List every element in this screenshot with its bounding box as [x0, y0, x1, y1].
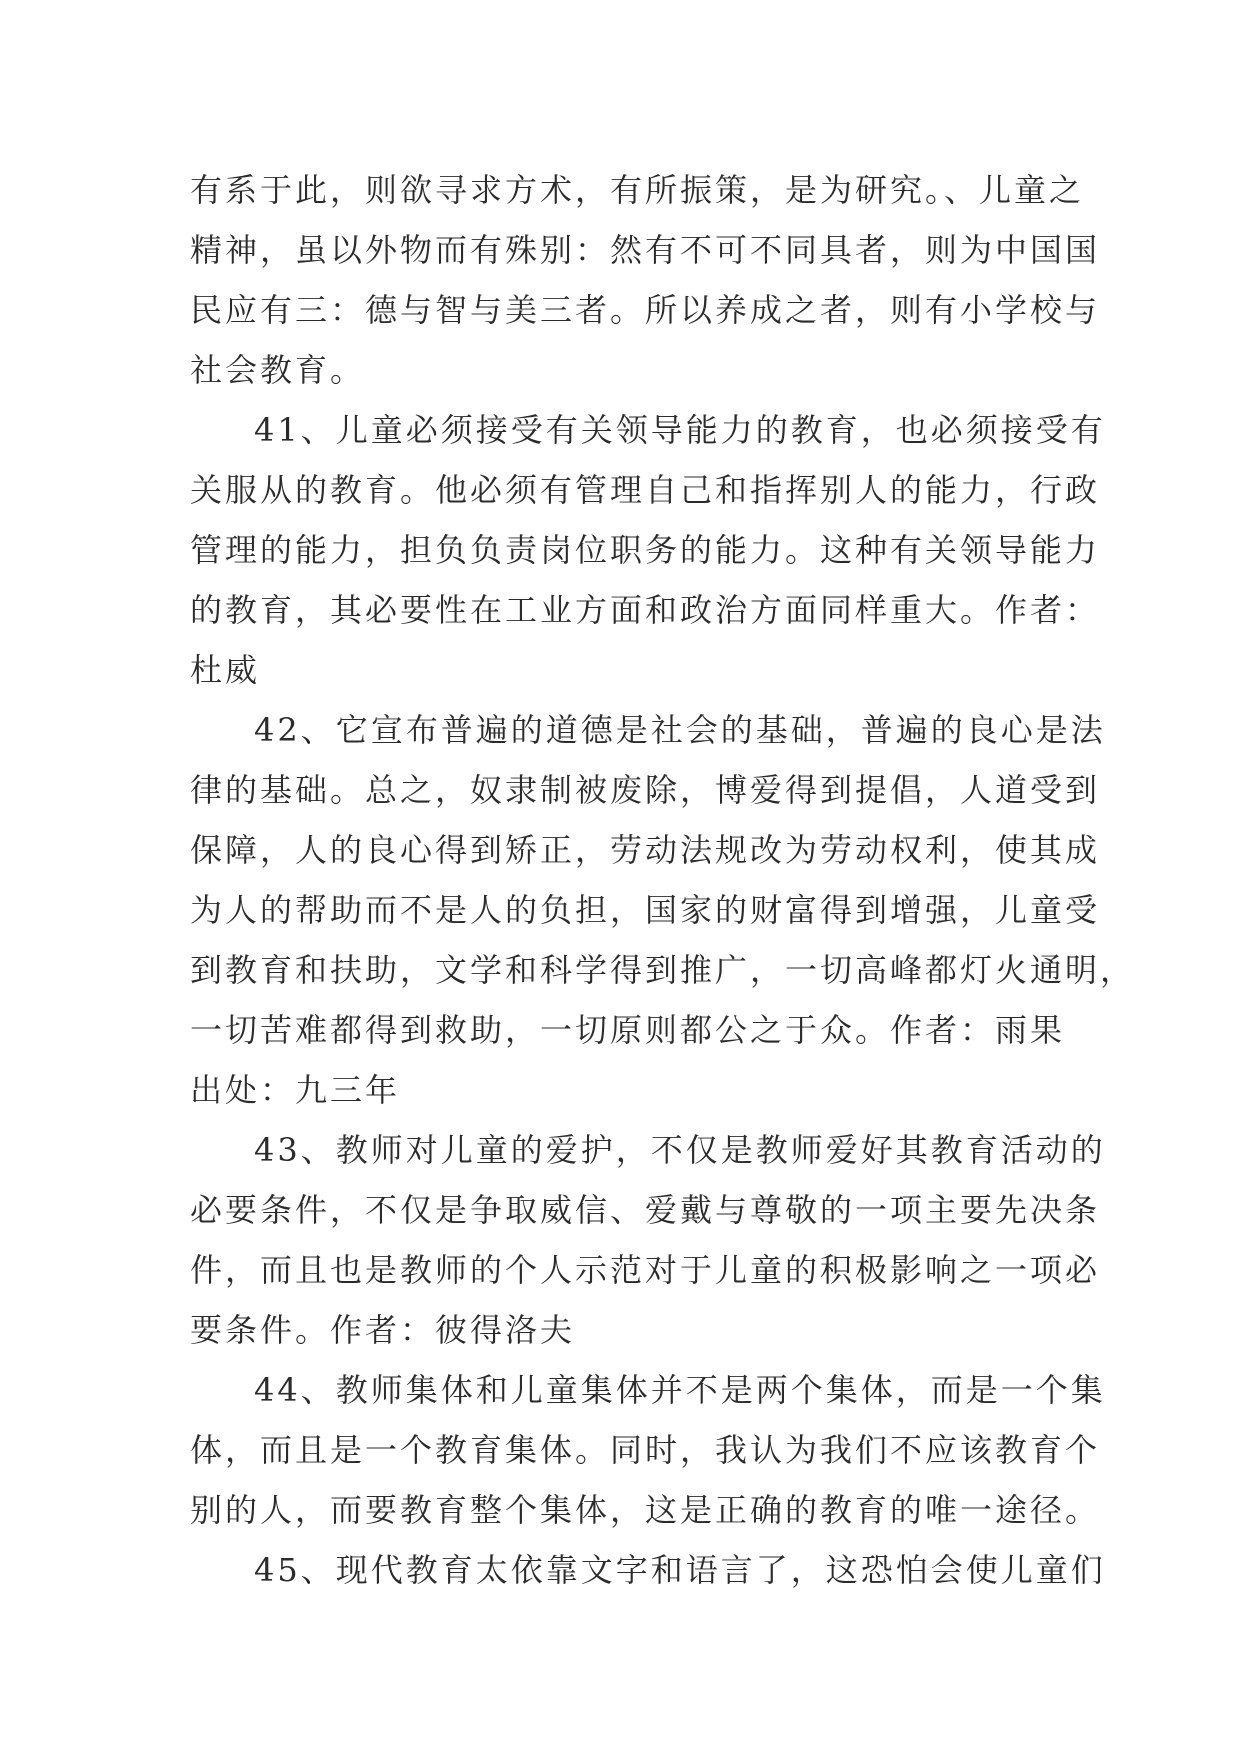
- paragraph-42: [190, 700, 1136, 1120]
- text-line: 杜威: [190, 651, 261, 689]
- paragraph-45: [190, 1540, 1106, 1600]
- text-line: 42、它宣布普遍的道德是社会的基础，普遍的良心是法: [254, 711, 1106, 749]
- text-line: 民应有三：德与智与美三者。所以养成之者，则有小学校与: [190, 291, 1101, 329]
- paragraph-43: [190, 1120, 1106, 1360]
- text-line: 43、教师对儿童的爱护，不仅是教师爱好其教育活动的: [254, 1131, 1106, 1169]
- text-line: 件，而且也是教师的个人示范对于儿童的积极影响之一项必: [190, 1251, 1101, 1289]
- paragraph-continuation: [190, 160, 1101, 400]
- text-line: 的教育，其必要性在工业方面和政治方面同样重大。作者：: [190, 591, 1101, 629]
- text-line: 一切苦难都得到救助，一切原则都公之于众。作者：雨果: [190, 1011, 1066, 1049]
- text-line: 体，而且是一个教育集体。同时，我认为我们不应该教育个: [190, 1431, 1101, 1469]
- paragraph-44: [190, 1360, 1106, 1540]
- text-line: 要条件。作者：彼得洛夫: [190, 1311, 576, 1349]
- text-line: 出处：九三年: [190, 1071, 401, 1109]
- text-line: 律的基础。总之，奴隶制被废除，博爱得到提倡，人道受到: [190, 771, 1101, 809]
- text-line: 社会教育。: [190, 351, 366, 389]
- text-line: 保障，人的良心得到矫正，劳动法规改为劳动权利，使其成: [190, 831, 1101, 869]
- body-text: [190, 160, 1136, 1600]
- text-line: 管理的能力，担负负责岗位职务的能力。这种有关领导能力: [190, 531, 1101, 569]
- text-line: 关服从的教育。他必须有管理自己和指挥别人的能力，行政: [190, 471, 1101, 509]
- text-line: 41、儿童必须接受有关领导能力的教育，也必须接受有: [254, 411, 1106, 449]
- text-line: 45、现代教育太依靠文字和语言了，这恐怕会使儿童们: [254, 1551, 1106, 1589]
- text-line: 别的人，而要教育整个集体，这是正确的教育的唯一途径。: [190, 1491, 1101, 1529]
- text-line: 44、教师集体和儿童集体并不是两个集体，而是一个集: [254, 1371, 1106, 1409]
- text-line: 为人的帮助而不是人的负担，国家的财富得到增强，儿童受: [190, 891, 1101, 929]
- text-line: 精神，虽以外物而有殊别：然有不可不同具者，则为中国国: [190, 231, 1101, 269]
- paragraph-41: [190, 400, 1106, 700]
- text-line: 必要条件，不仅是争取威信、爱戴与尊敬的一项主要先决条: [190, 1191, 1101, 1229]
- text-line: 到教育和扶助，文学和科学得到推广，一切高峰都灯火通明，: [190, 951, 1136, 989]
- text-line: 有系于此，则欲寻求方术，有所振策，是为研究。、儿童之: [190, 171, 1085, 209]
